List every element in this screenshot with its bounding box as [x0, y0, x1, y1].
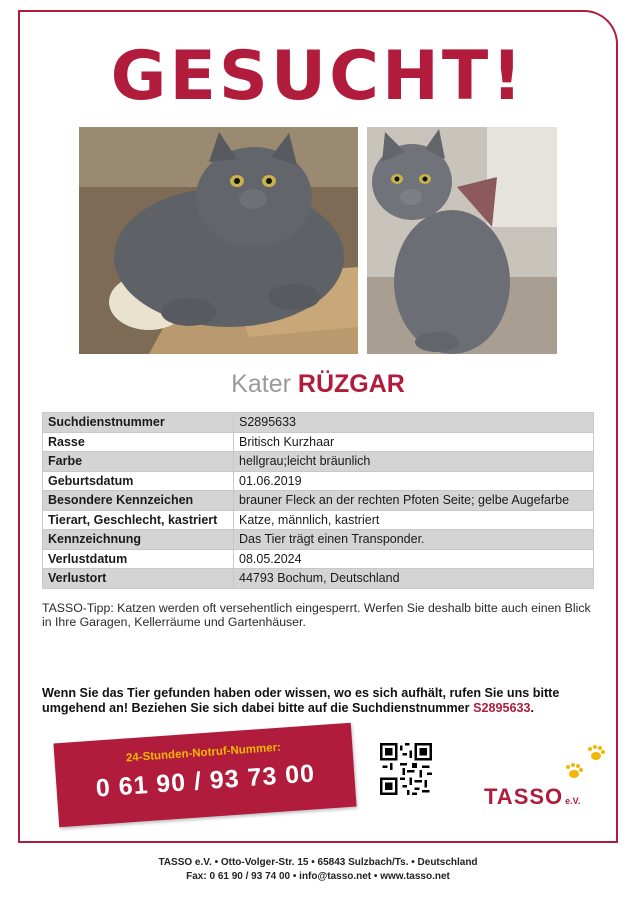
- detail-label: Farbe: [43, 452, 234, 472]
- logo-name: TASSO: [484, 784, 564, 809]
- detail-value: 01.06.2019: [234, 471, 594, 491]
- table-row: [43, 510, 594, 530]
- footer-line-contact[interactable]: Fax: 0 61 90 / 93 74 00 • info@tasso.net • www.tasso.net: [186, 871, 450, 882]
- tasso-tip: TASSO-Tipp: Katzen werden oft versehentlich eingesperrt. Werfen Sie deshalb bitte auch einen Blick in Ihre Garagen, Kellerräume und Gartenhäuser.: [42, 601, 591, 629]
- appeal-body: Wenn Sie das Tier gefunden haben oder wissen, wo es sich aufhält, rufen Sie uns bitte umgehend an! Beziehen Sie sich dabei bitte auf die Suchdienstnummer: [42, 686, 560, 715]
- logo-suffix: e.V.: [565, 796, 581, 806]
- table-row: [43, 530, 594, 550]
- table-row: [43, 413, 594, 433]
- pet-details-table: [42, 412, 594, 589]
- detail-value: brauner Fleck an der rechten Pfoten Seite; gelbe Augefarbe: [234, 491, 594, 511]
- detail-value: Britisch Kurzhaar: [234, 432, 594, 452]
- appeal-end: .: [530, 701, 535, 715]
- detail-value: hellgrau;leicht bräunlich: [234, 452, 594, 472]
- table-row: [43, 452, 594, 472]
- cat-photo-lying: [79, 127, 358, 354]
- appeal-search-number: S2895633: [473, 701, 531, 715]
- tasso-logo: [484, 784, 580, 810]
- footer-address: [0, 856, 636, 884]
- detail-label: Geburtsdatum: [43, 471, 234, 491]
- appeal-text: [42, 686, 602, 716]
- detail-label: Verlustdatum: [43, 549, 234, 569]
- detail-label: Tierart, Geschlecht, kastriert: [43, 510, 234, 530]
- cat-photo-sitting: [367, 127, 557, 354]
- detail-label: Rasse: [43, 432, 234, 452]
- detail-label: Kennzeichnung: [43, 530, 234, 550]
- table-row: [43, 549, 594, 569]
- poster-frame-left: [18, 10, 20, 843]
- pet-name: RÜZGAR: [297, 370, 405, 398]
- detail-label: Besondere Kennzeichen: [43, 491, 234, 511]
- hotline-label: 24-Stunden-Notruf-Nummer:: [125, 741, 282, 765]
- detail-label: Verlustort: [43, 569, 234, 589]
- qr-code[interactable]: [380, 743, 432, 795]
- table-row: [43, 432, 594, 452]
- detail-value: 08.05.2024: [234, 549, 594, 569]
- poster-title: GESUCHT!: [110, 37, 526, 116]
- detail-label: Suchdienstnummer: [43, 413, 234, 433]
- table-row: [43, 569, 594, 589]
- detail-value: Katze, männlich, kastriert: [234, 510, 594, 530]
- detail-value: Das Tier trägt einen Transponder.: [234, 530, 594, 550]
- pet-kind: Kater: [231, 370, 291, 398]
- detail-value: S2895633: [234, 413, 594, 433]
- hotline-phone[interactable]: 0 61 90 / 93 73 00: [94, 759, 316, 803]
- table-row: [43, 491, 594, 511]
- pet-name-heading: [0, 368, 636, 400]
- table-row: [43, 471, 594, 491]
- footer-line-address: TASSO e.V. • Otto-Volger-Str. 15 • 65843 Sulzbach/Ts. • Deutschland: [158, 857, 478, 868]
- detail-value: 44793 Bochum, Deutschland: [234, 569, 594, 589]
